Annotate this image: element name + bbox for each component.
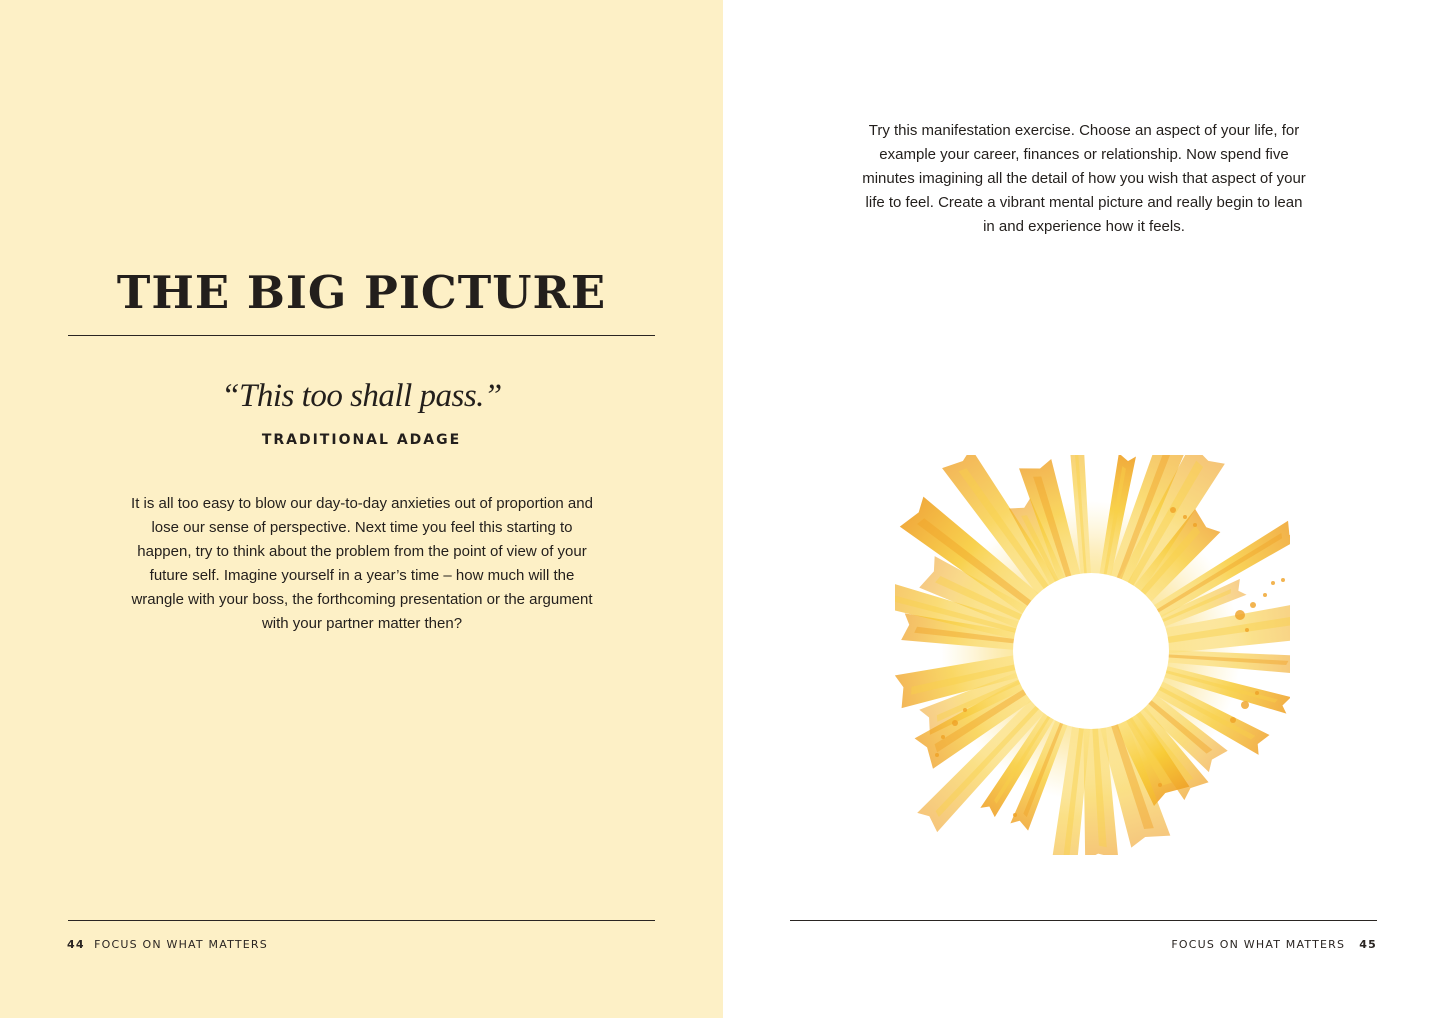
left-running-head: FOCUS ON WHAT MATTERS: [94, 938, 268, 951]
paint-splatter: [1281, 578, 1285, 582]
paint-splatter: [952, 720, 958, 726]
paint-splatter: [1271, 581, 1275, 585]
paint-splatter: [1241, 701, 1249, 709]
right-page-number: 45: [1359, 938, 1377, 951]
watercolor-sun-icon: [895, 455, 1290, 855]
sun-center: [1013, 573, 1169, 729]
page-title: THE BIG PICTURE: [116, 266, 607, 319]
paint-splatter: [1013, 813, 1017, 817]
paint-splatter: [1158, 783, 1162, 787]
right-footer-divider: [790, 920, 1377, 921]
paint-splatter: [935, 753, 939, 757]
paint-splatter: [1193, 523, 1197, 527]
paint-splatter: [1263, 593, 1267, 597]
right-body-text: Try this manifestation exercise. Choose an aspect of your life, for example your career, finances or relationship. Now spend five minutes imagining all the detail of how you wish that aspect of your life to feel. Create a vibrant mental picture and really begin to lean in and experience how it feels.: [862, 122, 1306, 235]
paint-splatter: [941, 735, 945, 739]
right-footer: [1171, 938, 1377, 951]
paint-splatter: [1245, 628, 1249, 632]
right-running-head: FOCUS ON WHAT MATTERS: [1171, 938, 1346, 951]
epigraph-attribution: TRADITIONAL ADAGE: [261, 432, 462, 448]
paint-splatter: [1250, 602, 1256, 608]
paint-splatter: [1170, 507, 1176, 513]
left-footer-divider: [68, 920, 655, 921]
paint-splatter: [963, 708, 967, 712]
paint-splatter: [1255, 691, 1259, 695]
paint-splatter: [1235, 610, 1245, 620]
paint-splatter: [1183, 515, 1187, 519]
title-divider: [68, 335, 655, 336]
left-footer: [67, 938, 268, 951]
paint-splatter: [1230, 717, 1236, 723]
epigraph-quote: “This too shall pass.”: [221, 378, 502, 414]
left-body-text: It is all too easy to blow our day-to-day anxieties out of proportion and lose our sense of perspective. Next time you feel this starting to happen, try to think about the problem from the point of view of your future self. Imagine yourself in a year’s time – how much will the wrangle with your boss, the forthcoming presentation or the argument with your partner matter then?: [131, 495, 593, 632]
left-page-number: 44: [67, 938, 85, 951]
